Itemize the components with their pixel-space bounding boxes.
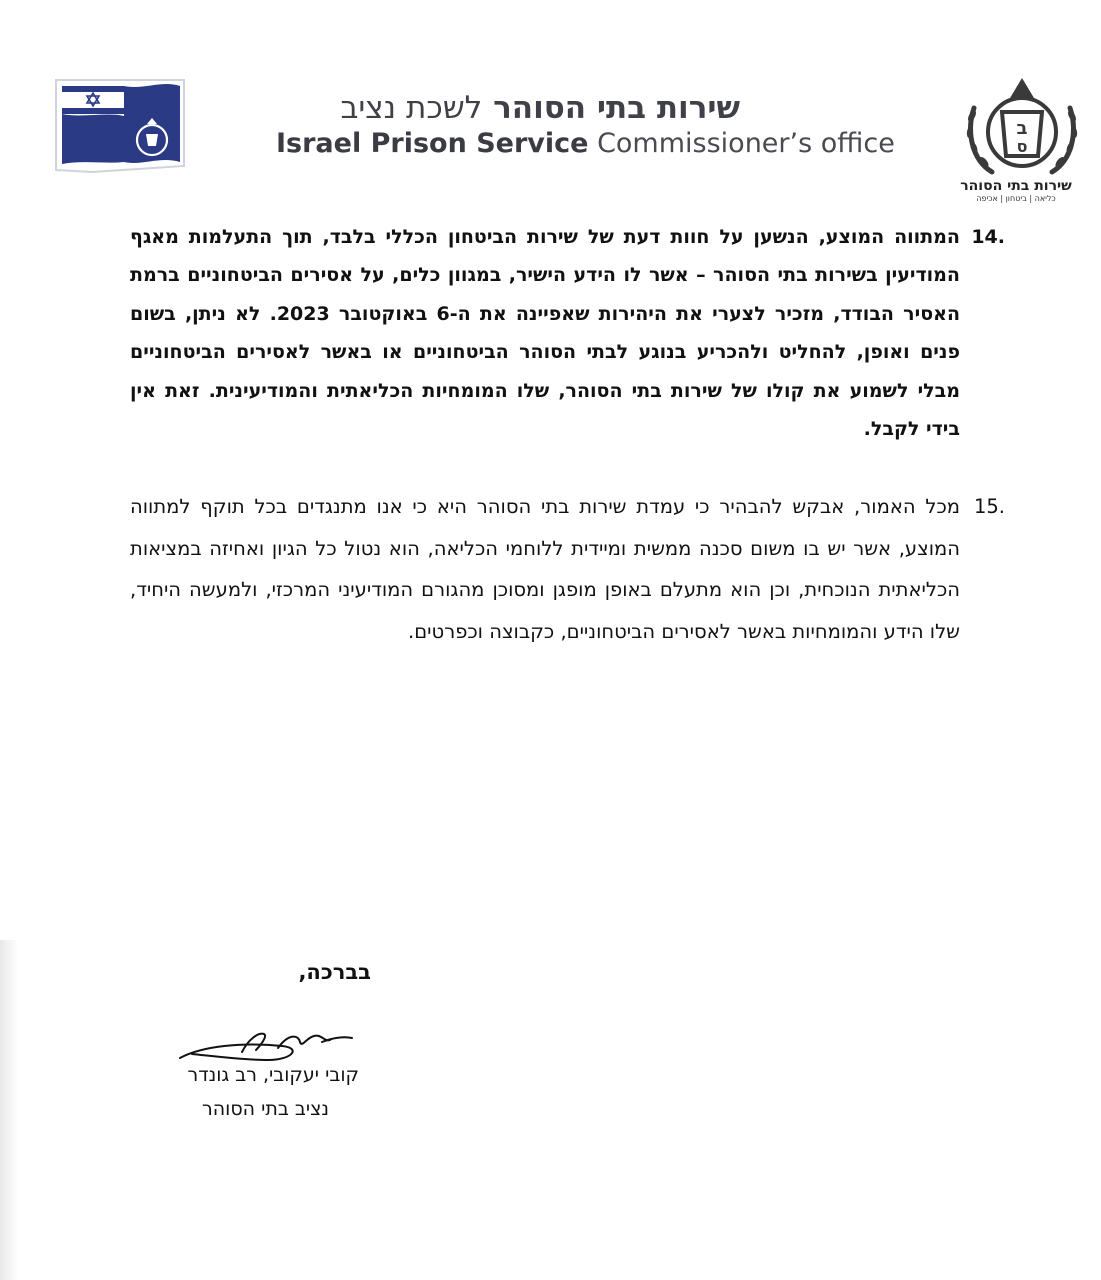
title-english-bold: Israel Prison Service [276, 128, 589, 159]
title-english-light: Commissioner’s office [597, 128, 895, 159]
paragraph-15 [130, 486, 1005, 652]
paragraph-number: 15. [973, 495, 1005, 518]
crest-subtitle: כליאה | ביטחון | אכיפה [976, 194, 1056, 203]
paragraph-text: מכל האמור, אבקש להבהיר כי עמדת שירות בתי הסוהר היא כי אנו מתנגדים בכל תוקף למתווה המוצע, אשר יש בו משום סכנה ממשית ומיידית ללוחמי הכליאה, הוא נטול כל הגיון ואחיזה במציאות הכליאתית הנוכחית, וכן הוא מתעלם באופן מופגן ומסוכן מהגורם המודיעיני המרכזי, ולמעשה היחיד, שלו הידע והמומחיות באשר לאסירים הביטחוניים, כקבוצה וכפרטים. [130, 495, 960, 643]
paragraph-text: המתווה המוצע, הנשען על חוות דעת של שירות הביטחון הכללי בלבד, תוך התעלמות מאגף המודיעין בשירות בתי הסוהר – אשר לו הידע הישיר, במגוון כלים, על אסירים הביטחוניים ברמת האסיר הבודד, מזכיר לצערי את היהירות שאפיינה את ה-6 באוקטובר 2023. לא ניתן, בשום פנים ואופן, להחליט ולהכריע בנוגע לבתי הסוהר הביטחוניים או באשר לאסירים הביטחוניים מבלי לשמוע את קולו של שירות בתי הסוהר, שלו המומחיות הכליאתית והמודיעינית. זאת אין בידי לקבל. [130, 226, 961, 441]
title-hebrew-bold: שירות בתי הסוהר [493, 90, 740, 126]
closing-salutation: בברכה, [298, 960, 371, 984]
signer-title: נציב בתי הסוהר [202, 1098, 329, 1120]
israel-flag-emblem-icon [52, 74, 188, 176]
letterhead-title [260, 88, 895, 168]
crest-label: שירות בתי הסוהר [960, 178, 1072, 194]
signer-name: קובי יעקובי, רב גונדר [187, 1064, 359, 1086]
title-hebrew-light: לשכת נציב [340, 90, 483, 126]
page-edge-shadow [0, 940, 18, 1280]
svg-text:ס: ס [1016, 137, 1028, 156]
top-margin [0, 0, 1101, 70]
prison-service-crest-icon [962, 72, 1082, 184]
paragraph-14 [130, 218, 1005, 448]
title-english [276, 128, 895, 159]
paragraph-number: 14. [971, 226, 1005, 248]
title-hebrew [340, 90, 740, 126]
svg-text:ב: ב [1016, 118, 1028, 139]
